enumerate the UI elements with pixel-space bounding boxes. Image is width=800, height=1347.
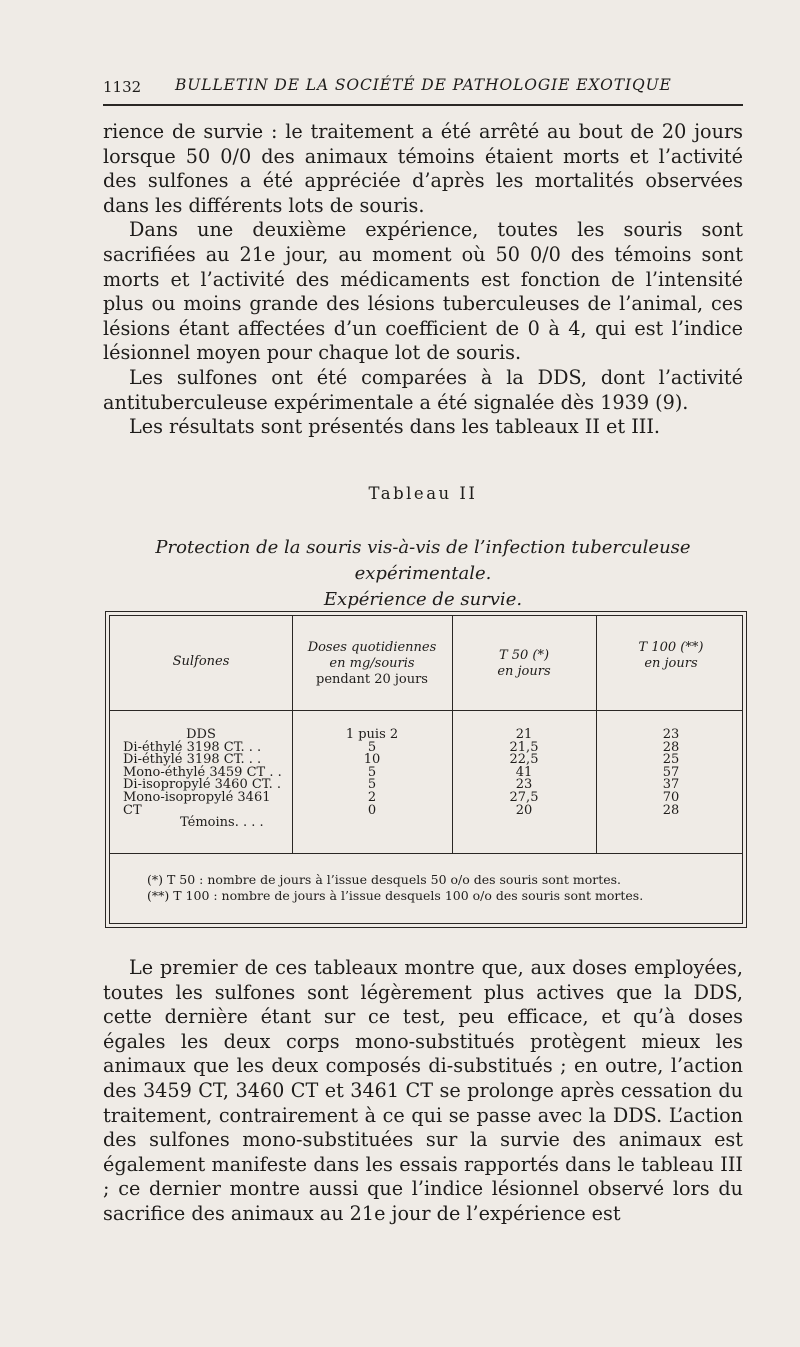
header-line: pendant 20 jours	[316, 672, 428, 687]
header-line: en mg/souris	[329, 656, 415, 671]
page-number: 1132	[103, 78, 142, 96]
table-cell: 0	[367, 802, 377, 818]
table-inner-border	[109, 615, 743, 924]
table-cell: Mono-éthylé 3459 CT . .	[123, 764, 282, 780]
table-cell: 41	[515, 764, 533, 780]
page-header	[103, 74, 743, 102]
table-cell: Di-isopropylé 3460 CT. .	[123, 777, 281, 793]
header-line: en jours	[644, 656, 698, 671]
table-cell: 5	[367, 739, 377, 755]
paragraph: Le premier de ces tableaux montre que, aux doses employées, toutes les sulfones sont légèrement plus actives que la DDS, cette dernière étant sur ce test, peu efficace, et qu’à doses égales les deux corps mono-substitués protègent mieux les animaux que les deux composés di-substitués ; en outre, l’action des 3459 CT, 3460 CT et 3461 CT se prolonge après cessation du traitement, contrairement à ce qui se passe avec la DDS. L’action des sulfones mono-substituées sur la survie des animaux est également manifeste dans les essais rapportés dans le tableau III ; ce dernier montre aussi que l’indice lésionnel observé lors du sacrifice des animaux au 21e jour de l’expérience est	[103, 956, 743, 1225]
paragraph: Les sulfones ont été comparées à la DDS, dont l’activité antituberculeuse expérimentale a été signalée dès 1939 (9).	[103, 365, 743, 414]
caption-line: Protection de la souris vis-à-vis de l’infection tuberculeuse expérimentale.	[155, 537, 691, 584]
table-cell: 5	[367, 777, 377, 793]
table-cell: Témoins. . . .	[180, 815, 264, 831]
column-t50	[452, 729, 596, 817]
header-line: en jours	[497, 664, 551, 679]
table-caption	[103, 535, 743, 613]
body-text-top	[103, 120, 743, 440]
table-cell: 21	[515, 727, 533, 742]
table-title: Tableau II	[368, 484, 478, 503]
table-cell: 28	[662, 739, 680, 755]
table-cell: Di-éthylé 3198 CT. . .	[123, 752, 262, 768]
header-sulfones: Sulfones	[172, 654, 230, 669]
table-cell: Mono-isopropylé 3461 CT	[123, 789, 271, 818]
table-cell: 23	[515, 777, 533, 793]
table-cell: 21,5	[509, 739, 539, 755]
table-cell: 22,5	[509, 752, 539, 768]
table-cell: 1 puis 2	[345, 727, 399, 742]
header-divider	[110, 710, 742, 711]
table-cell: DDS	[186, 727, 216, 742]
header-rule	[103, 104, 743, 106]
table-cell: Di-éthylé 3198 CT. . .	[123, 739, 262, 755]
paragraph: Dans une deuxième expérience, toutes les souris sont sacrifiées au 21e jour, au moment où 50 0/0 des témoins sont morts et l’activité des médicaments est fonction de l’intensité plus ou moins grande des lésions tuberculeuses de l’animal, ces lésions étant affectées d’un coefficient de 0 à 4, qui est l’indice lésionnel moyen pour chaque lot de souris.	[103, 218, 743, 365]
column-doses	[292, 729, 452, 817]
column-t100	[596, 729, 746, 817]
header-line: T 50 (*)	[498, 648, 550, 663]
paragraph: rience de survie : le traitement a été arrêté au bout de 20 jours lorsque 50 0/0 des animaux témoins étaient morts et l’activité des sulfones a été appréciée d’après les mortalités observées dans les différents lots de souris.	[103, 120, 743, 217]
notes-divider	[110, 853, 742, 854]
header-t50	[452, 648, 596, 680]
results-table	[105, 611, 747, 928]
table-cell: 28	[662, 802, 680, 818]
table-cell: 2	[367, 789, 377, 805]
caption-line: Expérience de survie.	[323, 589, 523, 610]
table-cell: 57	[662, 764, 680, 780]
table-cell: 70	[662, 789, 680, 805]
table-cell: 20	[515, 802, 533, 818]
paragraph: Les résultats sont présentés dans les tableaux II et III.	[129, 415, 661, 439]
header-line: T 100 (**)	[638, 640, 704, 655]
running-title: BULLETIN DE LA SOCIÉTÉ DE PATHOLOGIE EXOTIQUE	[175, 76, 672, 94]
table-note: (*) T 50 : nombre de jours à l’issue desquels 50 o/o des souris sont mortes.	[147, 872, 622, 887]
header-doses	[292, 640, 452, 688]
body-text-bottom	[103, 956, 743, 1227]
table-cell: 27,5	[509, 789, 539, 805]
header-line: Doses quotidiennes	[307, 640, 437, 655]
column-sulfones	[110, 729, 292, 830]
table-cell: 5	[367, 764, 377, 780]
table-note: (**) T 100 : nombre de jours à l’issue desquels 100 o/o des souris sont mortes.	[147, 888, 644, 903]
table-cell: 37	[662, 777, 680, 793]
table-cell: 25	[662, 752, 680, 768]
header-t100	[596, 640, 746, 672]
table-cell: 10	[363, 752, 381, 768]
table-cell: 23	[662, 727, 680, 742]
